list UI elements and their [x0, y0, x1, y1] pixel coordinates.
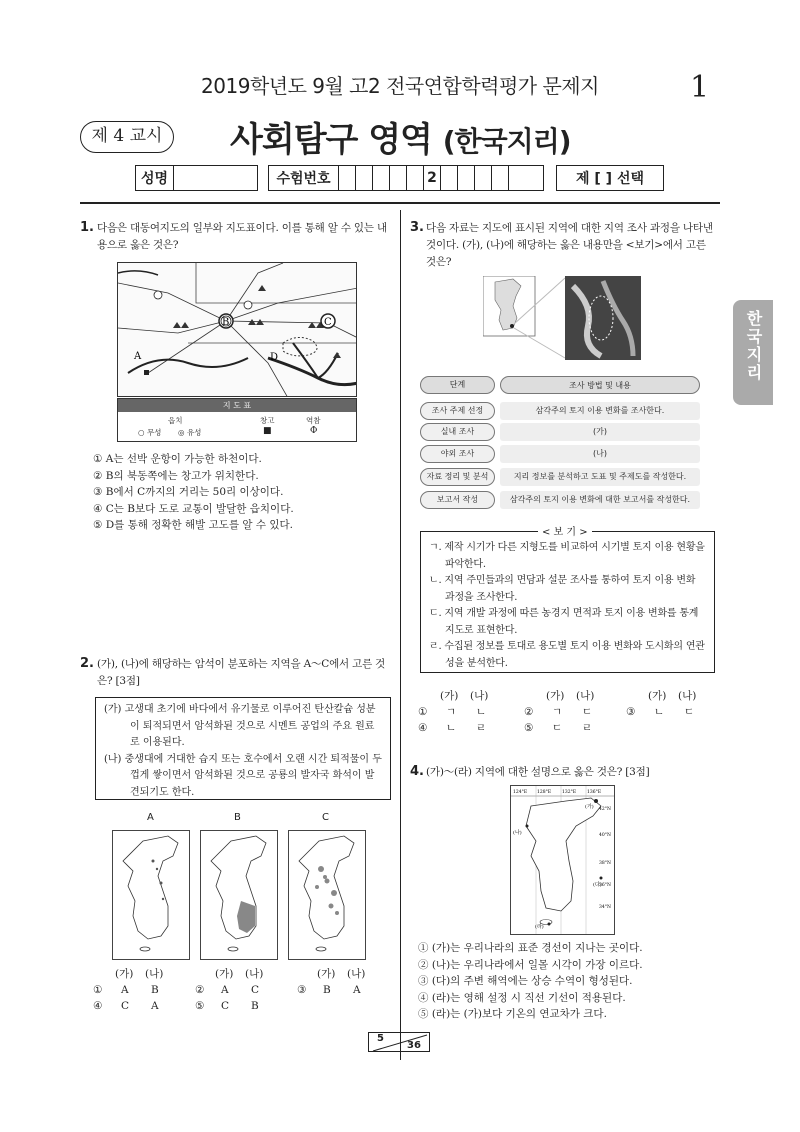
- flow-row: [420, 491, 705, 509]
- period-badge: 제 4 교시: [80, 121, 174, 153]
- exam-digit-box[interactable]: [492, 166, 509, 190]
- elective-select-label: 제 [ ] 선택: [576, 171, 644, 187]
- flow-step: 보고서 작성: [420, 491, 495, 509]
- option-header-ga: (가): [648, 690, 667, 702]
- old-map-illustration: [118, 263, 357, 397]
- q3-option-5-ga: ㄷ: [552, 722, 563, 734]
- flow-step: 자료 정리 및 분석: [420, 468, 495, 486]
- flow-desc: 삼각주의 토지 이용 변화에 대한 보고서를 작성한다.: [500, 491, 700, 509]
- q2-option-2[interactable]: ②: [195, 984, 205, 996]
- page-counter: [368, 1032, 430, 1052]
- flow-step: 조사 주제 선정: [420, 402, 495, 420]
- map-c-label: C: [322, 812, 329, 823]
- q2-option-1-ga: A: [121, 984, 129, 996]
- exam-digit-box[interactable]: [407, 166, 424, 190]
- map-lat-label: 42°N: [599, 807, 611, 812]
- q2-option-2-na: C: [251, 984, 260, 996]
- map-b-label: B: [234, 812, 241, 823]
- q3-option-1-ga: ㄱ: [446, 706, 457, 718]
- rock-description-na: (나) 중생대에 거대한 습지 또는 호수에서 오랜 시간 퇴적물이 두껍게 쌓이면서 암석화된 것으로 공룡의 발자국 화석이 발견되기도 한다.: [104, 753, 382, 798]
- map-label-a: A: [134, 351, 142, 362]
- question-3-text: 다음 자료는 지도에 표시된 지역에 대한 지역 조사 과정을 나타낸 것이다. (가), (나)에 해당하는 옳은 내용만을 <보기>에서 고른 것은?: [426, 222, 713, 268]
- survey-process-table: [420, 376, 705, 516]
- legend-town: 읍치: [168, 416, 183, 425]
- flow-row: [420, 468, 705, 486]
- map-point-na: (나): [513, 830, 522, 836]
- name-input[interactable]: [174, 166, 257, 190]
- subject-side-tab: [733, 300, 773, 405]
- map-label-c: C: [324, 317, 332, 328]
- flow-step: 실내 조사: [420, 423, 495, 441]
- q3-option-1[interactable]: ①: [418, 706, 428, 718]
- map-lat-label: 34°N: [599, 905, 611, 910]
- q4-choice[interactable]: ② (나)는 우리나라에서 일몰 시각이 가장 이르다.: [418, 958, 643, 971]
- map-long-label: 132°E: [562, 790, 577, 795]
- option-header-na: (나): [678, 690, 697, 702]
- q3-option-2-na: ㄷ: [582, 706, 593, 718]
- bogi-item: ㄷ. 지역 개발 과정에 따른 농경지 면적과 토지 이용 변화를 통계 지도로 표현한다.: [429, 608, 699, 636]
- q1-choice[interactable]: ② B의 북동쪽에는 창고가 위치한다.: [93, 469, 259, 482]
- question-4-text: (가)～(라) 지역에 대한 설명으로 옳은 것은? [3점]: [426, 766, 650, 778]
- exam-digit-box[interactable]: [458, 166, 475, 190]
- korea-map-b: [200, 830, 278, 960]
- question-2-options: [93, 966, 393, 1016]
- bogi-box: [420, 531, 715, 673]
- exam-digit-box[interactable]: [475, 166, 492, 190]
- q2-option-5-ga: C: [221, 1000, 230, 1012]
- q3-option-5[interactable]: ⑤: [524, 722, 534, 734]
- elective-select-field[interactable]: [556, 165, 664, 191]
- legend-station: 역참: [306, 416, 321, 425]
- question-2-number: 2.: [80, 656, 94, 671]
- map-lat-label: 40°N: [599, 833, 611, 838]
- bogi-item: ㄹ. 수집된 정보를 토대로 용도별 토지 이용 변화와 도시화의 연관성을 분석한다.: [429, 641, 705, 669]
- q1-choice[interactable]: ① A는 선박 운항이 가능한 하천이다.: [93, 453, 262, 465]
- question-1-text: 다음은 대동여지도의 일부와 지도표이다. 이를 통해 알 수 있는 내용으로 옳은 것은?: [97, 222, 387, 251]
- question-4-choices: [418, 940, 643, 1023]
- question-3-number: 3.: [410, 220, 424, 235]
- q3-option-3-na: ㄷ: [684, 706, 695, 718]
- option-header-na: (나): [145, 968, 164, 980]
- flow-desc: (가): [500, 423, 700, 441]
- flow-desc: (나): [500, 445, 700, 463]
- bogi-title: < 보 기 >: [538, 523, 592, 538]
- station-symbol-icon: Φ: [310, 426, 318, 436]
- page-number: 1: [690, 70, 710, 105]
- flow-header-desc: 조사 방법 및 내용: [500, 376, 700, 394]
- option-header-na: (나): [576, 690, 595, 702]
- option-header-ga: (가): [215, 968, 234, 980]
- legend-town-wall: ◎ 유성: [178, 428, 202, 437]
- legend-title: 지 도 표: [118, 399, 356, 412]
- name-label: 성명: [136, 166, 174, 190]
- exam-digit-box[interactable]: [339, 166, 356, 190]
- daedongyeojido-map: [117, 262, 357, 397]
- korea-latlong-map: [510, 785, 615, 935]
- current-page: 5: [377, 1033, 384, 1044]
- option-header-ga: (가): [317, 968, 336, 980]
- flow-row: [420, 445, 705, 463]
- q2-option-1[interactable]: ①: [93, 984, 103, 996]
- warehouse-symbol-icon: ■: [263, 426, 272, 436]
- q4-choice[interactable]: ⑤ (라)는 (가)보다 기온의 연교차가 크다.: [418, 1008, 607, 1020]
- exam-digit-box[interactable]: [390, 166, 407, 190]
- question-1-number: 1.: [80, 220, 94, 235]
- flow-desc: 지리 정보를 분석하고 도표 및 주제도를 작성한다.: [500, 468, 700, 486]
- map-lat-label: 36°N: [599, 883, 611, 888]
- q1-choice[interactable]: ③ B에서 C까지의 거리는 50리 이상이다.: [93, 486, 284, 498]
- total-pages: 36: [407, 1040, 421, 1051]
- exam-number-label: 수험번호: [269, 166, 339, 190]
- option-header-ga: (가): [440, 690, 459, 702]
- option-header-na: (나): [470, 690, 489, 702]
- q2-option-4[interactable]: ④: [93, 1000, 103, 1012]
- map-long-label: 128°E: [537, 790, 552, 795]
- flow-desc: 삼각주의 토지 이용 변화를 조사한다.: [500, 402, 700, 420]
- map-long-label: 136°E: [587, 790, 602, 795]
- flow-header-step: 단계: [420, 376, 495, 394]
- q3-option-1-na: ㄴ: [476, 706, 487, 718]
- subject-sub: (한국지리): [442, 125, 571, 158]
- question-3-options: [418, 688, 718, 738]
- header-divider: [80, 202, 720, 204]
- delta-location-figure: [483, 276, 693, 360]
- map-long-label: 124°E: [513, 790, 528, 795]
- subject-name: 사회탐구 영역: [230, 120, 432, 160]
- map-point-da: (다): [593, 882, 602, 888]
- bogi-item: ㄱ. 제작 시기가 다른 지형도를 비교하여 시기별 토지 이용 현황을 파악한다.: [429, 542, 705, 570]
- legend-warehouse: 창고: [260, 416, 275, 425]
- rock-description-ga: (가) 고생대 초기에 바다에서 유기물로 이루어진 탄산칼슘 성분이 퇴적되면서 암석화된 것으로 시멘트 공업의 주요 원료로 이용된다.: [104, 704, 376, 748]
- map-legend: [117, 398, 357, 442]
- q4-choice[interactable]: ③ (다)의 주변 해역에는 상승 수역이 형성된다.: [418, 975, 633, 987]
- q4-choice[interactable]: ① (가)는 우리나라의 표준 경선이 지나는 곳이다.: [418, 942, 643, 954]
- rock-description-box: [95, 697, 391, 800]
- korea-map-c: [288, 830, 366, 960]
- option-header-na: (나): [245, 968, 264, 980]
- q2-option-3[interactable]: ③: [297, 984, 307, 996]
- side-tab-label: 한국지리: [744, 310, 763, 382]
- exam-digit-box[interactable]: [373, 166, 390, 190]
- map-label-b: B: [222, 317, 230, 328]
- flow-step: 야외 조사: [420, 445, 495, 463]
- exam-number-field[interactable]: [268, 165, 544, 191]
- question-4-number: 4.: [410, 764, 424, 779]
- q2-option-5[interactable]: ⑤: [195, 1000, 205, 1012]
- q3-option-4[interactable]: ④: [418, 722, 428, 734]
- question-1-choices: [93, 451, 294, 534]
- q2-option-1-na: B: [151, 984, 159, 996]
- q2-option-5-na: B: [251, 1000, 259, 1012]
- q4-choice[interactable]: ④ (라)는 영해 설정 시 직선 기선이 적용된다.: [418, 991, 626, 1004]
- q3-option-4-ga: ㄴ: [446, 722, 457, 734]
- map-point-ga: (가): [585, 804, 594, 810]
- flow-row: [420, 402, 705, 420]
- exam-digit-box[interactable]: [356, 166, 373, 190]
- bogi-item: ㄴ. 지역 주민들과의 면담과 설문 조사를 통하여 토지 이용 변화 과정을 조사한다.: [429, 575, 696, 603]
- q3-option-2-ga: ㄱ: [552, 706, 563, 718]
- column-divider: [400, 210, 401, 1060]
- korea-map-a: [112, 830, 190, 960]
- q2-option-3-na: A: [353, 984, 361, 996]
- map-lat-label: 38°N: [599, 861, 611, 866]
- map-label-d: D: [270, 352, 279, 363]
- map-point-ra: (라): [535, 924, 544, 930]
- q2-option-2-ga: A: [221, 984, 229, 996]
- subject-title: [230, 112, 571, 161]
- option-header-na: (나): [347, 968, 366, 980]
- q2-option-4-na: A: [151, 1000, 159, 1012]
- q3-option-5-na: ㄹ: [582, 722, 593, 734]
- option-header-ga: (가): [546, 690, 565, 702]
- q3-option-2[interactable]: ②: [524, 706, 534, 718]
- flow-row: [420, 423, 705, 441]
- q1-choice[interactable]: ⑤ D를 통해 정확한 해발 고도를 알 수 있다.: [93, 519, 294, 531]
- exam-digit-box: 2: [424, 166, 441, 190]
- legend-town-none: ○ 무성: [138, 428, 162, 437]
- q3-option-3[interactable]: ③: [626, 706, 636, 718]
- q3-option-4-na: ㄹ: [476, 722, 487, 734]
- exam-digit-box[interactable]: [509, 166, 543, 190]
- q2-option-4-ga: C: [121, 1000, 130, 1012]
- option-header-ga: (가): [115, 968, 134, 980]
- name-field[interactable]: [135, 165, 258, 191]
- question-2-text: (가), (나)에 해당하는 암석이 분포하는 지역을 A～C에서 고른 것은? [3점]: [97, 658, 386, 687]
- exam-digit-box[interactable]: [441, 166, 458, 190]
- exam-title: 2019학년도 9월 고2 전국연합학력평가 문제지: [201, 74, 599, 98]
- q1-choice[interactable]: ④ C는 B보다 도로 교통이 발달한 읍치이다.: [93, 502, 294, 515]
- q2-option-3-ga: B: [323, 984, 331, 996]
- map-a-label: A: [147, 812, 154, 823]
- q3-option-3-ga: ㄴ: [654, 706, 665, 718]
